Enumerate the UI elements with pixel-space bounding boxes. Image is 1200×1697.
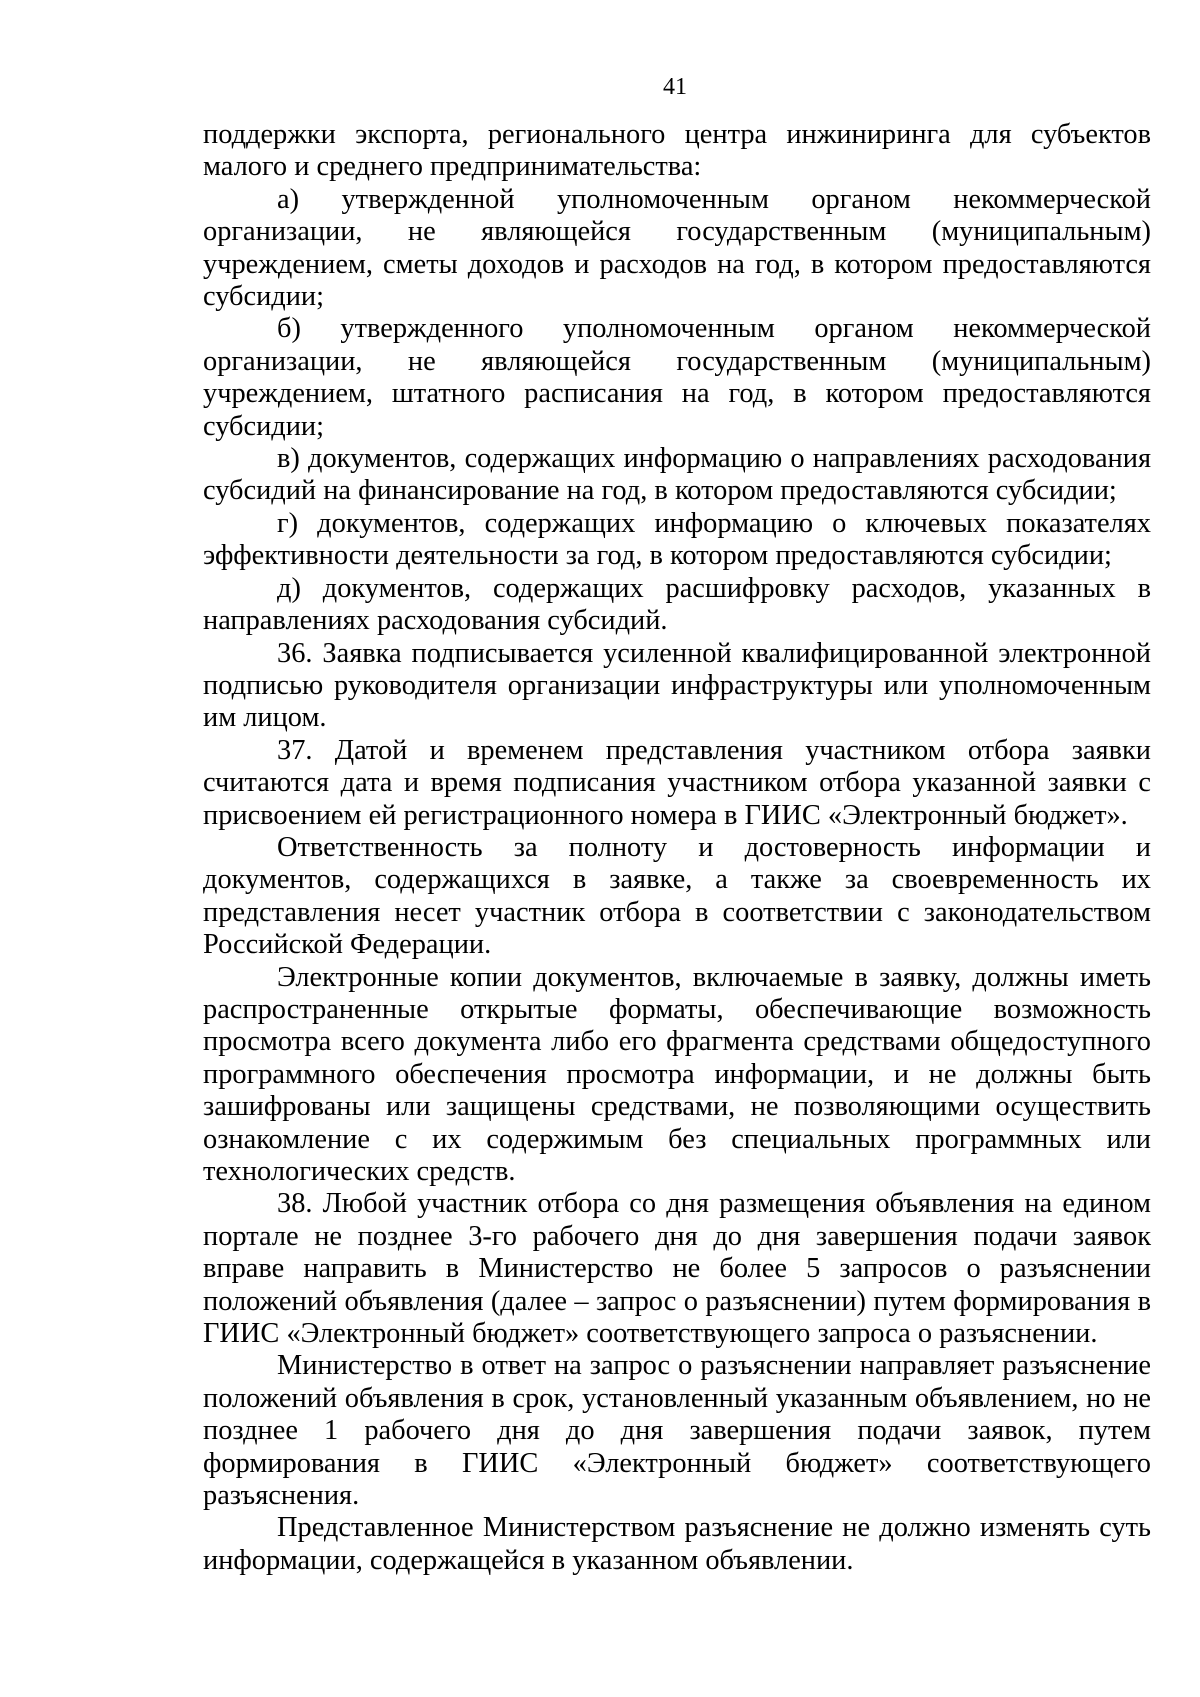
paragraph-38: 38. Любой участник отбора со дня размещения объявления на едином портале не позднее 3-го рабочего дня до дня завершения подачи заявок вправе направить в Министерство не более 5 запросов о разъяснении положений объявления (далее – запрос о разъяснении) путем формирования в ГИИС «Электронный бюджет» соответствующего запроса о разъяснении.	[203, 1188, 1151, 1350]
paragraph-item-v: в) документов, содержащих информацию о направлениях расходования субсидий на финансирование на год, в котором предоставляются субсидии;	[203, 443, 1151, 507]
paragraph-item-a: а) утвержденной уполномоченным органом некоммерческой организации, не являющейся государственным (муниципальным) учреждением, сметы доходов и расходов на год, в котором предоставляются субсидии;	[203, 183, 1151, 313]
paragraph-item-g: г) документов, содержащих информацию о ключевых показателях эффективности деятельности за год, в котором предоставляются субсидии;	[203, 507, 1151, 572]
paragraph-responsibility: Ответственность за полноту и достоверность информации и документов, содержащихся в заявке, а также за своевременность их представления несет участник отбора в соответствии с законодательством Российской Федерации.	[203, 831, 1151, 961]
paragraph-37: 37. Датой и временем представления участником отбора заявки считаются дата и время подписания участником отбора указанной заявки с присвоением ей регистрационного номера в ГИИС «Электронный бюджет».	[203, 734, 1151, 831]
paragraph-clarification-limit: Представленное Министерством разъяснение не должно изменять суть информации, содержащейся в указанном объявлении.	[203, 1512, 1151, 1576]
paragraph-item-d: д) документов, содержащих расшифровку расходов, указанных в направлениях расходования субсидий.	[203, 572, 1151, 637]
paragraph-electronic-copies: Электронные копии документов, включаемые в заявку, должны иметь распространенные открытые форматы, обеспечивающие возможность просмотра всего документа либо его фрагмента средствами общедоступного программного обеспечения просмотра информации, и не должны быть зашифрованы или защищены средствами, не позволяющими осуществить ознакомление с их содержимым без специальных программных или технологических средств.	[203, 961, 1151, 1187]
paragraph-item-b: б) утвержденного уполномоченным органом некоммерческой организации, не являющейся государственным (муниципальным) учреждением, штатного расписания на год, в котором предоставляются субсидии;	[203, 313, 1151, 442]
body-text	[203, 119, 1151, 1577]
page-number: 41	[663, 74, 687, 100]
paragraph-ministry-response: Министерство в ответ на запрос о разъяснении направляет разъяснение положений объявления в срок, установленный указанным объявлением, но не позднее 1 рабочего дня до дня завершения подачи заявок, путем формирования в ГИИС «Электронный бюджет» соответствующего разъяснения.	[203, 1350, 1151, 1512]
paragraph-36: 36. Заявка подписывается усиленной квалифицированной электронной подписью руководителя организации инфраструктуры или уполномоченным им лицом.	[203, 637, 1151, 734]
paragraph-intro: поддержки экспорта, регионального центра инжиниринга для субъектов малого и среднего предпринимательства:	[203, 119, 1151, 183]
